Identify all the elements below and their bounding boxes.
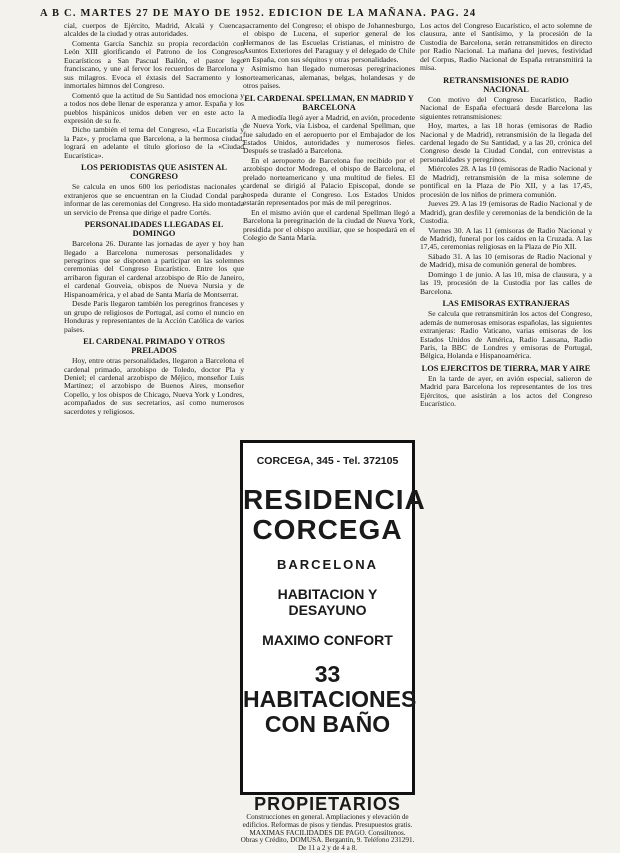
ad-title: RESIDENCIA CORCEGA (243, 484, 426, 545)
paragraph: Miércoles 28. A las 10 (emisoras de Radio Nacional y de Madrid), retransmisión de la misa solemne de pontifical en la Plaza de Pío XII, y a las 17,45, procesión de los niños de primera comunión. (420, 164, 592, 199)
paragraph: Dicho también el tema del Congreso, «La Eucaristía y la Paz», y proclama que Barcelona, a la hermosa ciudad, logrará en adelante el título glorioso de la «Ciudad Eucarística». (64, 125, 244, 160)
section-heading: LOS EJERCITOS DE TIERRA, MAR Y AIRE (421, 363, 591, 373)
paragraph: Domingo 1 de junio. A las 10, misa de clausura, y a las 19, procesión de la Custodia por las calles de Barcelona. (420, 269, 592, 296)
propietarios-ad (240, 794, 415, 853)
paragraph: Con motivo del Congreso Eucarístico, Radio Nacional de España efectuará desde Barcelona las siguientes retransmisiones: (420, 94, 592, 121)
paragraph: En el aeropuerto de Barcelona fue recibido por el arzobispo doctor Modrego, el obispo de Barcelona, el prelado norteamericano y una multitud de fieles. El cardenal se dirigió al Palacio Episcopal, donde se hospeda durante el Congreso. Los Estados Unidos estarán representados por más de mil peregrinos. (243, 155, 415, 208)
ad-line-2: MAXIMO CONFORT (262, 632, 393, 648)
paragraph: En el mismo avión que el cardenal Spellman llegó a Barcelona la peregrinación de la ciudad de Nueva York, presidida por el obispo auxiliar, que se hospedará en el Colegio de Santa María. (243, 207, 415, 242)
paragraph: A mediodía llegó ayer a Madrid, en avión, procedente de Nueva York, vía Lisboa, el cardenal Spellman, que fue saludado en el aeropuerto por el Embajador de los Estados Unidos, autoridades y numerosos fieles. Después se trasladó a Barcelona. (243, 112, 415, 156)
residencia-corcega-ad (240, 440, 426, 795)
paragraph: En la tarde de ayer, en avión especial, salieron de Madrid para Barcelona los representantes de los tres Ejércitos, que asistirán a los actos del Congreso Eucarístico. (420, 373, 592, 409)
paragraph: cial, cuerpos de Ejército, Madrid, Alcalá y Cuenca; alcaldes de la ciudad y otras autoridades. (64, 21, 244, 39)
section-heading: LAS EMISORAS EXTRANJERAS (442, 299, 570, 309)
page-header: A B C. MARTES 27 DE MAYO DE 1952. EDICION DE LA MAÑANA. PAG. 24 (40, 8, 477, 19)
paragraph: Desde París llegaron también los peregrinos franceses y un grupo de religiosos de Portugal, así como el nuncio en Honduras y representantes de la Acción Católica de varios países. (64, 299, 244, 334)
paragraph: Barcelona 26. Durante las jornadas de ayer y hoy han llegado a Barcelona numerosas personalidades y peregrinos que se disponen a participar en las solemnes ceremonias del Congreso Eucarístico. Entre los que arribaron figuran el cardenal arzobispo de Río de Janeiro, el cardenal Gouveia, obispos de Nueva Nursia y de Hispanoamérica, y el abad de Santa María de Montserrat. (64, 239, 244, 299)
paragraph: Viernes 30. A las 11 (emisoras de Radio Nacional y de Madrid), funeral por los caídos en la Cruzada. A las 17,45, ceremonias religiosas en la Plaza de Pío XII. (420, 225, 592, 252)
paragraph: sacramento del Congreso; el obispo de Johannesburgo, el obispo de Lucena, el superior general de los Hermanos de las Escuelas Cristianas, el ministro de Asuntos Exteriores del Paraguay y el delegado de Chile en España, con sus séquitos y otras personalidades. (243, 21, 415, 64)
ad-address: CORCEGA, 345 - Tel. 372105 (256, 455, 399, 467)
prop-title: PROPIETARIOS (254, 794, 401, 814)
paragraph: Se calcula que retransmitirán los actos del Congreso, además de numerosas emisoras españolas, las siguientes extranjeras: Radio Vaticano, varias emisoras de los Estados Unidos de América, Radio Lausana, Radio París, la BBC de Londres y emisoras de Portugal, Bélgica, Holanda e Hispanoamérica. (420, 309, 592, 361)
ad-city: BARCELONA (276, 557, 379, 572)
paragraph: Asimismo han llegado numerosas peregrinaciones norteamericanas, alemanas, belgas, holandesas y de otros países. (243, 64, 415, 91)
ad-line-1: HABITACION Y DESAYUNO (277, 586, 378, 618)
paragraph: Jueves 29. A las 19 (emisoras de Radio Nacional y de Madrid), gran desfile y ceremonias de la bendición de la Custodia. (420, 199, 592, 226)
paragraph: Comentó que la actitud de Su Santidad nos emociona y a todos nos debe llenar de esperanza y amor. España y los pueblos hispánicos unidos deben ver en este acto la expresión de su fe. (64, 90, 244, 125)
paragraph: Hoy, martes, a las 18 horas (emisoras de Radio Nacional y de Madrid), retransmisión de la llegada del cardenal legado de Su Santidad, y a las 20, crónica del Congreso desde la Ciudad Condal, con entrevistas a personalidades y peregrinos. (420, 121, 592, 164)
section-heading: RETRANSMISIONES DE RADIO NACIONAL (443, 75, 569, 94)
section-heading: EL CARDENAL SPELLMAN, EN MADRID Y BARCELONA (244, 93, 414, 112)
column-1 (64, 22, 244, 828)
column-3 (420, 22, 592, 828)
paragraph: Hoy, entre otras personalidades, llegaron a Barcelona el cardenal primado, arzobispo de Toledo, doctor Pla y Deniel; el cardenal arzobispo de Méjico, monseñor Luis Martínez; el arzobispo de Buenos Aires, monseñor Copello, y los obispos de Chicago, Nueva York y Londres, acompañados de sus secretarios, así como numerosos sacerdotes y religiosos. (64, 356, 244, 416)
paragraph: Comenta García Sanchiz su propia recordación con León XIII glorificando el Patrono de los Congresos Eucarísticos a San Pascual Bailón, el pastor lego franciscano, y une al fervor los recuerdos de Barcelona y sus milagros. Evoca el éxtasis del Sacramento y los inmortales himnos del Congreso. (64, 38, 244, 91)
section-heading: EL CARDENAL PRIMADO Y OTROS PRELADOS (83, 337, 225, 356)
section-heading: PERSONALIDADES LLEGADAS EL DOMINGO (84, 220, 224, 239)
paragraph: Se calcula en unos 600 los periodistas nacionales y extranjeros que se encuentran en la Ciudad Condal para informar de las ceremonias del Congreso. Ha sido montada un servicio de Prensa que dirige el padre Cortés. (64, 182, 244, 217)
section-heading: LOS PERIODISTAS QUE ASISTEN AL CONGRESO (81, 163, 227, 182)
paragraph: Los actos del Congreso Eucarístico, el acto solemne de clausura, ante el Santísimo, y la procesión de la Custodia de Barcelona, serán retransmitidos en directo por Radio Nacional. La mañana del jueves, festividad del Corpus, Radio Nacional de España retransmitirá la misa. (420, 21, 592, 73)
prop-text: Construcciones en general. Ampliaciones y elevación de edificios. Reformas de pisos y tiendas. Presupuestos gratis. MAXIMAS FACILIDADES DE PAGO. Consúltenos. Obras y Crédito, DOMUSA. Bergantín, 9. Teléfono 231291. De 11 a 2 y de 4 a 8. (240, 813, 415, 853)
ad-rooms: 33 HABITACIONES CON BAÑO (243, 661, 417, 737)
paragraph: Sábado 31. A las 10 (emisoras de Radio Nacional y de Madrid), misa de comunión general de hombres. (420, 251, 592, 270)
